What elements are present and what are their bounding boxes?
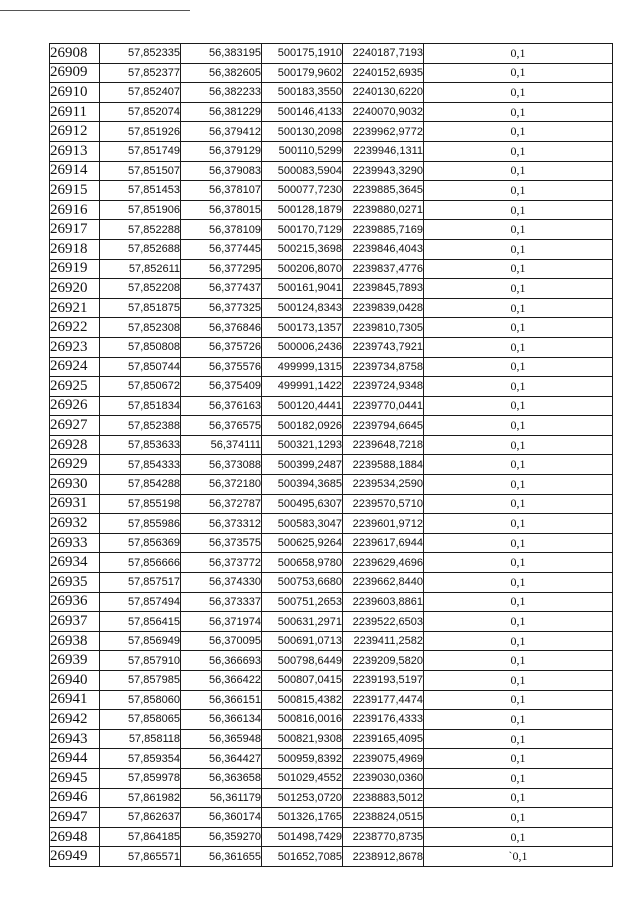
point-number-cell: 26948 <box>50 827 100 847</box>
x-coordinate-cell: 500691,0713 <box>262 631 343 651</box>
latitude-cell: 57,864185 <box>100 827 181 847</box>
point-number-cell: 26941 <box>50 690 100 710</box>
latitude-cell: 57,852611 <box>100 259 181 279</box>
latitude-cell: 57,852388 <box>100 416 181 436</box>
longitude-cell: 56,382233 <box>181 83 262 103</box>
x-coordinate-cell: 500179,9602 <box>262 63 343 83</box>
latitude-cell: 57,851906 <box>100 200 181 220</box>
longitude-cell: 56,373312 <box>181 514 262 534</box>
x-coordinate-cell: 500128,1879 <box>262 200 343 220</box>
table-row <box>50 768 613 788</box>
latitude-cell: 57,851926 <box>100 122 181 142</box>
point-number-cell: 26937 <box>50 612 100 632</box>
point-number-cell: 26922 <box>50 318 100 338</box>
value-cell: 0,1 <box>424 553 613 573</box>
table-row <box>50 122 613 142</box>
table-row <box>50 847 613 867</box>
longitude-cell: 56,373088 <box>181 455 262 475</box>
y-coordinate-cell: 2239629,4696 <box>343 553 424 573</box>
y-coordinate-cell: 2239880,0271 <box>343 200 424 220</box>
point-number-cell: 26932 <box>50 514 100 534</box>
longitude-cell: 56,379412 <box>181 122 262 142</box>
point-number-cell: 26945 <box>50 768 100 788</box>
x-coordinate-cell: 500175,1910 <box>262 44 343 64</box>
y-coordinate-cell: 2239962,9772 <box>343 122 424 142</box>
point-number-cell: 26949 <box>50 847 100 867</box>
value-cell: 0,1 <box>424 808 613 828</box>
x-coordinate-cell: 500807,0415 <box>262 671 343 691</box>
latitude-cell: 57,851834 <box>100 396 181 416</box>
latitude-cell: 57,857494 <box>100 592 181 612</box>
value-cell: 0,1 <box>424 83 613 103</box>
latitude-cell: 57,850808 <box>100 337 181 357</box>
point-number-cell: 26918 <box>50 239 100 259</box>
x-coordinate-cell: 500753,6680 <box>262 573 343 593</box>
longitude-cell: 56,373575 <box>181 533 262 553</box>
latitude-cell: 57,851749 <box>100 141 181 161</box>
y-coordinate-cell: 2239617,6944 <box>343 533 424 553</box>
x-coordinate-cell: 500215,3698 <box>262 239 343 259</box>
longitude-cell: 56,383195 <box>181 44 262 64</box>
longitude-cell: 56,378107 <box>181 181 262 201</box>
longitude-cell: 56,361179 <box>181 788 262 808</box>
table-row <box>50 181 613 201</box>
value-cell: 0,1 <box>424 200 613 220</box>
latitude-cell: 57,854288 <box>100 475 181 495</box>
table-row <box>50 788 613 808</box>
latitude-cell: 57,851507 <box>100 161 181 181</box>
value-cell: 0,1 <box>424 827 613 847</box>
latitude-cell: 57,852377 <box>100 63 181 83</box>
latitude-cell: 57,856666 <box>100 553 181 573</box>
x-coordinate-cell: 499999,1315 <box>262 357 343 377</box>
value-cell: `0,1 <box>424 847 613 867</box>
y-coordinate-cell: 2239810,7305 <box>343 318 424 338</box>
value-cell: 0,1 <box>424 768 613 788</box>
table-row <box>50 298 613 318</box>
longitude-cell: 56,366134 <box>181 710 262 730</box>
value-cell: 0,1 <box>424 475 613 495</box>
x-coordinate-cell: 500206,8070 <box>262 259 343 279</box>
longitude-cell: 56,370095 <box>181 631 262 651</box>
y-coordinate-cell: 2239837,4776 <box>343 259 424 279</box>
value-cell: 0,1 <box>424 435 613 455</box>
y-coordinate-cell: 2239845,7893 <box>343 279 424 299</box>
value-cell: 0,1 <box>424 690 613 710</box>
longitude-cell: 56,377445 <box>181 239 262 259</box>
y-coordinate-cell: 2240070,9032 <box>343 102 424 122</box>
x-coordinate-cell: 499991,1422 <box>262 377 343 397</box>
value-cell: 0,1 <box>424 377 613 397</box>
longitude-cell: 56,382605 <box>181 63 262 83</box>
latitude-cell: 57,852074 <box>100 102 181 122</box>
value-cell: 0,1 <box>424 533 613 553</box>
x-coordinate-cell: 500321,1293 <box>262 435 343 455</box>
x-coordinate-cell: 501326,1765 <box>262 808 343 828</box>
x-coordinate-cell: 500146,4133 <box>262 102 343 122</box>
latitude-cell: 57,850744 <box>100 357 181 377</box>
y-coordinate-cell: 2239794,6645 <box>343 416 424 436</box>
table-row <box>50 808 613 828</box>
point-number-cell: 26944 <box>50 749 100 769</box>
value-cell: 0,1 <box>424 592 613 612</box>
y-coordinate-cell: 2239588,1884 <box>343 455 424 475</box>
longitude-cell: 56,379129 <box>181 141 262 161</box>
table-row <box>50 220 613 240</box>
longitude-cell: 56,375576 <box>181 357 262 377</box>
longitude-cell: 56,376846 <box>181 318 262 338</box>
point-number-cell: 26921 <box>50 298 100 318</box>
point-number-cell: 26936 <box>50 592 100 612</box>
table-row <box>50 279 613 299</box>
point-number-cell: 26928 <box>50 435 100 455</box>
x-coordinate-cell: 500173,1357 <box>262 318 343 338</box>
x-coordinate-cell: 500120,4441 <box>262 396 343 416</box>
point-number-cell: 26913 <box>50 141 100 161</box>
table-row <box>50 514 613 534</box>
y-coordinate-cell: 2238883,5012 <box>343 788 424 808</box>
latitude-cell: 57,852407 <box>100 83 181 103</box>
table-row <box>50 318 613 338</box>
value-cell: 0,1 <box>424 455 613 475</box>
y-coordinate-cell: 2239648,7218 <box>343 435 424 455</box>
latitude-cell: 57,852308 <box>100 318 181 338</box>
latitude-cell: 57,853633 <box>100 435 181 455</box>
y-coordinate-cell: 2239724,9348 <box>343 377 424 397</box>
x-coordinate-cell: 500077,7230 <box>262 181 343 201</box>
table-row <box>50 631 613 651</box>
value-cell: 0,1 <box>424 631 613 651</box>
latitude-cell: 57,858060 <box>100 690 181 710</box>
y-coordinate-cell: 2239946,1311 <box>343 141 424 161</box>
x-coordinate-cell: 500821,9308 <box>262 729 343 749</box>
value-cell: 0,1 <box>424 357 613 377</box>
point-number-cell: 26920 <box>50 279 100 299</box>
value-cell: 0,1 <box>424 729 613 749</box>
table-row <box>50 259 613 279</box>
latitude-cell: 57,856415 <box>100 612 181 632</box>
point-number-cell: 26909 <box>50 63 100 83</box>
latitude-cell: 57,852335 <box>100 44 181 64</box>
table-row <box>50 377 613 397</box>
value-cell: 0,1 <box>424 514 613 534</box>
y-coordinate-cell: 2239193,5197 <box>343 671 424 691</box>
y-coordinate-cell: 2240152,6935 <box>343 63 424 83</box>
y-coordinate-cell: 2239943,3290 <box>343 161 424 181</box>
longitude-cell: 56,374111 <box>181 435 262 455</box>
value-cell: 0,1 <box>424 710 613 730</box>
point-number-cell: 26947 <box>50 808 100 828</box>
longitude-cell: 56,365948 <box>181 729 262 749</box>
latitude-cell: 57,865571 <box>100 847 181 867</box>
point-number-cell: 26914 <box>50 161 100 181</box>
y-coordinate-cell: 2238770,8735 <box>343 827 424 847</box>
x-coordinate-cell: 500183,3550 <box>262 83 343 103</box>
latitude-cell: 57,856369 <box>100 533 181 553</box>
table-row <box>50 592 613 612</box>
value-cell: 0,1 <box>424 181 613 201</box>
value-cell: 0,1 <box>424 651 613 671</box>
x-coordinate-cell: 500583,3047 <box>262 514 343 534</box>
y-coordinate-cell: 2239846,4043 <box>343 239 424 259</box>
value-cell: 0,1 <box>424 102 613 122</box>
longitude-cell: 56,379083 <box>181 161 262 181</box>
x-coordinate-cell: 500495,6307 <box>262 494 343 514</box>
longitude-cell: 56,376575 <box>181 416 262 436</box>
latitude-cell: 57,856949 <box>100 631 181 651</box>
y-coordinate-cell: 2239534,2590 <box>343 475 424 495</box>
x-coordinate-cell: 500815,4382 <box>262 690 343 710</box>
value-cell: 0,1 <box>424 298 613 318</box>
longitude-cell: 56,373337 <box>181 592 262 612</box>
y-coordinate-cell: 2239734,8758 <box>343 357 424 377</box>
table-row <box>50 200 613 220</box>
table-row <box>50 690 613 710</box>
point-number-cell: 26916 <box>50 200 100 220</box>
y-coordinate-cell: 2239176,4333 <box>343 710 424 730</box>
point-number-cell: 26912 <box>50 122 100 142</box>
value-cell: 0,1 <box>424 671 613 691</box>
value-cell: 0,1 <box>424 239 613 259</box>
point-number-cell: 26939 <box>50 651 100 671</box>
table-row <box>50 612 613 632</box>
y-coordinate-cell: 2239662,8440 <box>343 573 424 593</box>
x-coordinate-cell: 500124,8343 <box>262 298 343 318</box>
table-row <box>50 239 613 259</box>
table-row <box>50 553 613 573</box>
latitude-cell: 57,852688 <box>100 239 181 259</box>
latitude-cell: 57,852288 <box>100 220 181 240</box>
longitude-cell: 56,373772 <box>181 553 262 573</box>
longitude-cell: 56,359270 <box>181 827 262 847</box>
point-number-cell: 26940 <box>50 671 100 691</box>
latitude-cell: 57,851453 <box>100 181 181 201</box>
y-coordinate-cell: 2239570,5710 <box>343 494 424 514</box>
value-cell: 0,1 <box>424 259 613 279</box>
latitude-cell: 57,858065 <box>100 710 181 730</box>
value-cell: 0,1 <box>424 573 613 593</box>
point-number-cell: 26910 <box>50 83 100 103</box>
table-row <box>50 83 613 103</box>
point-number-cell: 26929 <box>50 455 100 475</box>
x-coordinate-cell: 501652,7085 <box>262 847 343 867</box>
x-coordinate-cell: 500658,9780 <box>262 553 343 573</box>
point-number-cell: 26934 <box>50 553 100 573</box>
y-coordinate-cell: 2239839,0428 <box>343 298 424 318</box>
point-number-cell: 26908 <box>50 44 100 64</box>
latitude-cell: 57,857985 <box>100 671 181 691</box>
x-coordinate-cell: 500625,9264 <box>262 533 343 553</box>
point-number-cell: 26927 <box>50 416 100 436</box>
y-coordinate-cell: 2238824,0515 <box>343 808 424 828</box>
table-row <box>50 749 613 769</box>
x-coordinate-cell: 501253,0720 <box>262 788 343 808</box>
table-row <box>50 455 613 475</box>
x-coordinate-cell: 500751,2653 <box>262 592 343 612</box>
table-row <box>50 494 613 514</box>
point-number-cell: 26946 <box>50 788 100 808</box>
value-cell: 0,1 <box>424 279 613 299</box>
value-cell: 0,1 <box>424 337 613 357</box>
value-cell: 0,1 <box>424 416 613 436</box>
longitude-cell: 56,376163 <box>181 396 262 416</box>
value-cell: 0,1 <box>424 44 613 64</box>
latitude-cell: 57,861982 <box>100 788 181 808</box>
longitude-cell: 56,371974 <box>181 612 262 632</box>
y-coordinate-cell: 2239411,2582 <box>343 631 424 651</box>
longitude-cell: 56,372180 <box>181 475 262 495</box>
x-coordinate-cell: 501029,4552 <box>262 768 343 788</box>
value-cell: 0,1 <box>424 396 613 416</box>
latitude-cell: 57,851875 <box>100 298 181 318</box>
x-coordinate-cell: 500161,9041 <box>262 279 343 299</box>
latitude-cell: 57,857517 <box>100 573 181 593</box>
table-row <box>50 161 613 181</box>
value-cell: 0,1 <box>424 788 613 808</box>
x-coordinate-cell: 500110,5299 <box>262 141 343 161</box>
x-coordinate-cell: 500816,0016 <box>262 710 343 730</box>
table-row <box>50 651 613 671</box>
y-coordinate-cell: 2239603,8861 <box>343 592 424 612</box>
x-coordinate-cell: 500394,3685 <box>262 475 343 495</box>
longitude-cell: 56,366693 <box>181 651 262 671</box>
y-coordinate-cell: 2239030,0360 <box>343 768 424 788</box>
longitude-cell: 56,374330 <box>181 573 262 593</box>
point-number-cell: 26911 <box>50 102 100 122</box>
latitude-cell: 57,857910 <box>100 651 181 671</box>
coordinates-table <box>49 43 613 867</box>
point-number-cell: 26919 <box>50 259 100 279</box>
x-coordinate-cell: 500006,2436 <box>262 337 343 357</box>
longitude-cell: 56,381229 <box>181 102 262 122</box>
table-row <box>50 435 613 455</box>
latitude-cell: 57,859354 <box>100 749 181 769</box>
point-number-cell: 26931 <box>50 494 100 514</box>
value-cell: 0,1 <box>424 612 613 632</box>
latitude-cell: 57,855198 <box>100 494 181 514</box>
longitude-cell: 56,378015 <box>181 200 262 220</box>
table-row <box>50 827 613 847</box>
table-row <box>50 533 613 553</box>
y-coordinate-cell: 2239075,4969 <box>343 749 424 769</box>
y-coordinate-cell: 2239601,9712 <box>343 514 424 534</box>
table-row <box>50 337 613 357</box>
x-coordinate-cell: 500130,2098 <box>262 122 343 142</box>
latitude-cell: 57,855986 <box>100 514 181 534</box>
latitude-cell: 57,859978 <box>100 768 181 788</box>
longitude-cell: 56,372787 <box>181 494 262 514</box>
latitude-cell: 57,862637 <box>100 808 181 828</box>
longitude-cell: 56,378109 <box>181 220 262 240</box>
x-coordinate-cell: 501498,7429 <box>262 827 343 847</box>
table-row <box>50 710 613 730</box>
value-cell: 0,1 <box>424 122 613 142</box>
point-number-cell: 26935 <box>50 573 100 593</box>
x-coordinate-cell: 500182,0926 <box>262 416 343 436</box>
x-coordinate-cell: 500399,2487 <box>262 455 343 475</box>
longitude-cell: 56,375726 <box>181 337 262 357</box>
y-coordinate-cell: 2240187,7193 <box>343 44 424 64</box>
longitude-cell: 56,364427 <box>181 749 262 769</box>
x-coordinate-cell: 500959,8392 <box>262 749 343 769</box>
latitude-cell: 57,854333 <box>100 455 181 475</box>
value-cell: 0,1 <box>424 63 613 83</box>
point-number-cell: 26942 <box>50 710 100 730</box>
latitude-cell: 57,852208 <box>100 279 181 299</box>
y-coordinate-cell: 2238912,8678 <box>343 847 424 867</box>
longitude-cell: 56,366422 <box>181 671 262 691</box>
value-cell: 0,1 <box>424 161 613 181</box>
point-number-cell: 26915 <box>50 181 100 201</box>
value-cell: 0,1 <box>424 141 613 161</box>
point-number-cell: 26930 <box>50 475 100 495</box>
coordinates-table-body <box>50 44 613 867</box>
table-row <box>50 63 613 83</box>
table-row <box>50 44 613 64</box>
y-coordinate-cell: 2240130,6220 <box>343 83 424 103</box>
point-number-cell: 26923 <box>50 337 100 357</box>
y-coordinate-cell: 2239209,5820 <box>343 651 424 671</box>
value-cell: 0,1 <box>424 749 613 769</box>
x-coordinate-cell: 500631,2971 <box>262 612 343 632</box>
point-number-cell: 26924 <box>50 357 100 377</box>
table-row <box>50 671 613 691</box>
point-number-cell: 26943 <box>50 729 100 749</box>
point-number-cell: 26917 <box>50 220 100 240</box>
table-row <box>50 729 613 749</box>
latitude-cell: 57,850672 <box>100 377 181 397</box>
x-coordinate-cell: 500083,5904 <box>262 161 343 181</box>
y-coordinate-cell: 2239770,0441 <box>343 396 424 416</box>
longitude-cell: 56,375409 <box>181 377 262 397</box>
table-row <box>50 141 613 161</box>
table-row <box>50 573 613 593</box>
y-coordinate-cell: 2239885,7169 <box>343 220 424 240</box>
y-coordinate-cell: 2239177,4474 <box>343 690 424 710</box>
x-coordinate-cell: 500170,7129 <box>262 220 343 240</box>
x-coordinate-cell: 500798,6449 <box>262 651 343 671</box>
latitude-cell: 57,858118 <box>100 729 181 749</box>
longitude-cell: 56,360174 <box>181 808 262 828</box>
table-row <box>50 102 613 122</box>
longitude-cell: 56,361655 <box>181 847 262 867</box>
header-rule <box>0 10 190 11</box>
point-number-cell: 26926 <box>50 396 100 416</box>
y-coordinate-cell: 2239165,4095 <box>343 729 424 749</box>
value-cell: 0,1 <box>424 494 613 514</box>
point-number-cell: 26933 <box>50 533 100 553</box>
longitude-cell: 56,377325 <box>181 298 262 318</box>
y-coordinate-cell: 2239885,3645 <box>343 181 424 201</box>
point-number-cell: 26925 <box>50 377 100 397</box>
value-cell: 0,1 <box>424 220 613 240</box>
table-row <box>50 416 613 436</box>
y-coordinate-cell: 2239522,6503 <box>343 612 424 632</box>
longitude-cell: 56,366151 <box>181 690 262 710</box>
y-coordinate-cell: 2239743,7921 <box>343 337 424 357</box>
table-row <box>50 475 613 495</box>
longitude-cell: 56,377295 <box>181 259 262 279</box>
point-number-cell: 26938 <box>50 631 100 651</box>
table-row <box>50 396 613 416</box>
value-cell: 0,1 <box>424 318 613 338</box>
table-row <box>50 357 613 377</box>
longitude-cell: 56,363658 <box>181 768 262 788</box>
longitude-cell: 56,377437 <box>181 279 262 299</box>
